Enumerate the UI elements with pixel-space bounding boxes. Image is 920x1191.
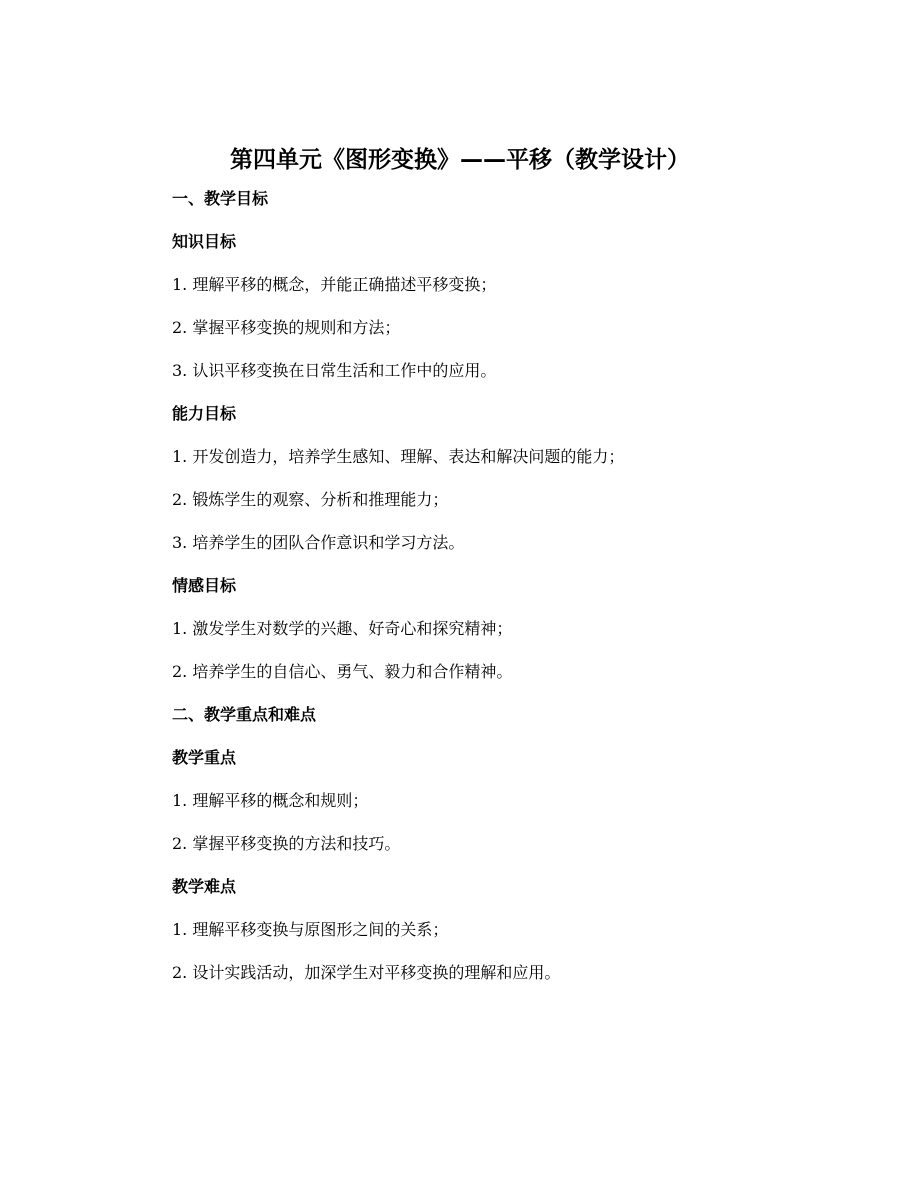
section-heading-teaching-goals: 一、教学目标 xyxy=(172,189,269,208)
list-item: 2. 掌握平移变换的规则和方法； xyxy=(172,318,401,337)
list-item: 1. 理解平移的概念和规则； xyxy=(172,791,369,810)
list-item: 2. 掌握平移变换的方法和技巧。 xyxy=(172,834,401,853)
list-item: 2. 锻炼学生的观察、分析和推理能力； xyxy=(172,490,449,509)
list-item: 1. 理解平移的概念，并能正确描述平移变换； xyxy=(172,275,497,294)
list-item: 1. 开发创造力，培养学生感知、理解、表达和解决问题的能力； xyxy=(172,447,625,466)
list-item: 2. 设计实践活动，加深学生对平移变换的理解和应用。 xyxy=(172,963,561,982)
document-title: 第四单元《图形变换》——平移（教学设计） xyxy=(230,147,690,173)
subheading-difficulties: 教学难点 xyxy=(172,877,237,896)
list-item: 1. 激发学生对数学的兴趣、好奇心和探究精神； xyxy=(172,619,513,638)
subheading-ability-goals: 能力目标 xyxy=(172,404,237,423)
list-item: 3. 培养学生的团队合作意识和学习方法。 xyxy=(172,533,465,552)
list-item: 1. 理解平移变换与原图形之间的关系； xyxy=(172,920,449,939)
subheading-emotion-goals: 情感目标 xyxy=(172,576,237,595)
list-item: 2. 培养学生的自信心、勇气、毅力和合作精神。 xyxy=(172,662,513,681)
subheading-knowledge-goals: 知识目标 xyxy=(172,232,237,251)
section-heading-key-and-difficult-points: 二、教学重点和难点 xyxy=(172,705,317,724)
list-item: 3. 认识平移变换在日常生活和工作中的应用。 xyxy=(172,361,497,380)
subheading-key-points: 教学重点 xyxy=(172,748,237,767)
